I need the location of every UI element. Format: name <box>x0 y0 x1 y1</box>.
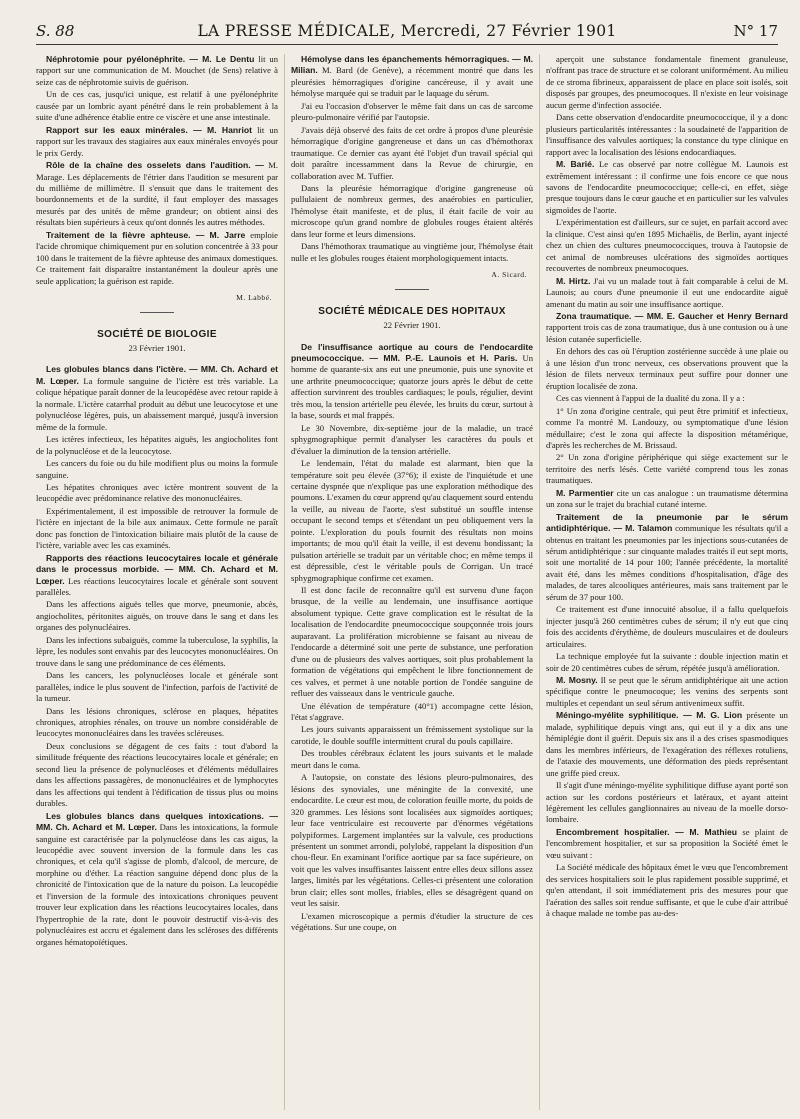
heading: M. Hirtz. <box>556 275 591 286</box>
paragraph: Deux conclusions se dégagent de ces faits : tout d'abord la similitude fréquente des réactions leucocytaires locale et générale; en second lieu la présence de polynucléoses et d'éléments médullaires dans les affections passagères, de mononucléaires et de lymphocytes dans les affections qui tendent à l'édification de tissus plus ou moins durables. <box>36 740 278 809</box>
heading: Rôle de la chaîne des osselets dans l'audition. — <box>46 160 264 171</box>
body-text: présente un malade, syphilitique depuis vingt ans, qui eut il y a dix ans une hémiplégie dont il guérit. Depuis six ans il a des crises spasmodiques dans les membres inférieurs, de l'exagération des réflexes rotuliens, de l'ataxie des mouvements, une déformation des pieds représentant une griffe pied creux. <box>546 710 788 778</box>
heading: Rapports des réactions leucocytaires locale et générale dans le processus morbide. — MM. Ch. Achard et M. Lœper. <box>36 552 278 586</box>
paragraph <box>291 342 533 422</box>
paragraph: L'expérimentation est d'ailleurs, sur ce sujet, en parfait accord avec la clinique. C'est ainsi qu'en 1895 Michaëlis, de Berlin, ayant injecté chez un chien des cultures pneumococciques, trouva à l'autopsie de cet animal de nombreuses ulcérations des sigmoïdes aortiques recouvertes de nombreux pneumocoques. <box>546 217 788 274</box>
heading: M. Mosny. <box>556 675 598 686</box>
paragraph: Le 30 Novembre, dix-septième jour de la maladie, un tracé sphygmographique permit d'analyser les caractères du pouls et d'évaluer la diminution de la tension artérielle. <box>291 422 533 456</box>
paragraph <box>36 125 278 159</box>
paragraph <box>291 54 533 100</box>
body-text: Dans les intoxications, la formule sanguine est caractérisée par la polynucléose dans les cas aigus, la leucopédie avec souvent inversion de la formule dans les cas chroniques, et cela qu'il s'agisse de plomb, d'alcool, de mercure, de morphine ou d'éther. La réaction sanguine dépend donc plus de la chronicité de l'intoxication que de la nature du poison. La leucopédie et l'inversion de la formule des intoxications chroniques peuvent trouver leur explication dans les réactions leucocytaires locales, dans l'hypertrophie de la rate, dont le pouvoir destructif vis-à-vis des polynucléaires est accru et également dans les scléroses des différents organes hématopoïétiques. <box>36 822 278 947</box>
paragraph: J'avais déjà observé des faits de cet ordre à propos d'une pleurésie hémorragique d'origine gangreneuse et dans un cas d'hémothorax traumatique. Ce dernier cas ayant été l'objet d'un travail spécial qui doit paraître incessamment dans la Revue de chirurgie, en collaboration avec M. Tuffier. <box>291 124 533 181</box>
signature: M. Labbé. <box>236 293 272 303</box>
heading: Traitement de la pneumonie par le sérum antidiphtérique. — M. Talamon <box>546 511 788 534</box>
header-rule <box>36 44 778 45</box>
paragraph <box>546 512 788 604</box>
separator <box>395 289 429 290</box>
heading: Encombrement hospitalier. — M. Mathieu <box>556 826 738 837</box>
paragraph: La technique employée fut la suivante : double injection matin et soir de 20 centimètres cubes de sérum, répétée jusqu'à amélioration. <box>546 651 788 673</box>
paragraph: A l'autopsie, on constate des lésions pleuro-pulmonaires, des lésions des synoviales, une méningite de la convexité, une endocardite. Le cœur est mou, de coloration feuille morte, du poids de 320 grammes. Les lésions sont localisées aux sigmoïdes aortiques; leur face ventriculaire est recouverte par d'énormes végétations polypiformes. Largement implantées sur la valvule, ces productions présentent un sommet arrondi, polylobé, rappelant la disposition d'un chou-fleur. En examinant l'orifice aortique par sa face supérieure, on voit que les valves insuffisantes laissent entre elles deux sillons assez larges, limités par les végétations. Celles-ci présentent une coloration brun clair; elles sont molles, friables, elles se désagrègent quand on veut les saisir. <box>291 772 533 909</box>
section-title: SOCIÉTÉ DE BIOLOGIE <box>97 328 217 340</box>
heading: Les globules blancs dans l'ictère. — MM. Ch. Achard et M. Lœper. <box>36 364 278 386</box>
paragraph: Les ictères infectieux, les hépatites aiguës, les angiocholites font de la polynucléose et de la leucocytose. <box>36 434 278 456</box>
body-text: cite un cas analogue : un traumatisme détermina un zona sur le trajet du brachial cutané interne. <box>546 487 788 510</box>
paragraph: Dans les affections aiguës telles que morve, pneumonie, abcès, angiocholites, péritonites aiguës, on trouve dans le sang et dans les organes des polynucléaires. <box>36 599 278 633</box>
separator <box>140 312 174 313</box>
paragraph: Dans la pleurésie hémorragique d'origine gangreneuse où pullulaient de nombreux germes, des anaérobies en particulier, l'hémolyse était manifeste, et de plus, il était facile de voir au microscope qu'un grand nombre de globules rouges étaient altérés dans leur forme et leurs dimensions. <box>291 182 533 239</box>
paragraph: Il s'agit d'une méningo-myélite syphilitique diffuse ayant porté son action sur les cordons postérieurs et latéraux, et ayant atteint légèrement les cellules ganglionnaires au niveau de la moelle dorso-lombaire. <box>546 780 788 825</box>
paragraph: La Société médicale des hôpitaux émet le vœu que l'encombrement des services hospitaliers soit le plus rapidement possible supprimé, et qu'en attendant, il soit immédiatement pris des mesures pour que l'aération des salles soit rendue suffisante, et que le cube d'air attribué à chaque malade ne tombe pas au-des- <box>546 862 788 919</box>
journal-title: LA PRESSE MÉDICALE, Mercredi, 27 Février 1901 <box>197 22 617 40</box>
column-1 <box>36 54 278 1110</box>
body-text: lit un rapport sur une communication de M. Mouchet (de Sens) relative à seize cas de néphrotomie suivis de guérison. <box>36 54 278 87</box>
paragraph: Une élévation de température (40°1) accompagne cette lésion, l'état s'aggrave. <box>291 700 533 723</box>
paragraph: Des troubles cérébraux éclatent les jours suivants et le malade meurt dans le coma. <box>291 748 533 770</box>
paragraph: 1° Un zona d'origine centrale, qui peut être primitif et infectieux, comme l'a montré M. Landouzy, ou symptomatique d'une lésion médullaire; c'est le zona qui affecte la disposition métamérique, d'après les recherches de M. Brissaud. <box>546 405 788 450</box>
paragraph: Les cancers du foie ou du hile modifient plus ou moins la formule sanguine. <box>36 458 278 480</box>
paragraph: Il est donc facile de reconnaître qu'il est survenu d'une façon brusque, de la veille au lendemain, une insuffisance aortique absolument typique. Cette grave complication est le résultat de la localisation de l'endocardite pneumococcique soupçonnée trois jours auparavant. La prolifération microbienne se faisant au niveau de l'endocarde a déterminé soit une perte de substance, une perforation d'une ou de plusieurs des valves aortiques, soit plus probablement la formation de végétations qui empêchent le libre fonctionnement de ces valves, et permet à une notable portion de l'ondée sanguine de refluer des vaisseaux dans le ventricule gauche. <box>291 585 533 699</box>
paragraph: Les jours suivants apparaissent un frémissement systolique sur la carotide, le double souffle intermittent crural du pouls capillaire. <box>291 724 533 746</box>
heading: M. Parmentier <box>556 487 614 498</box>
body-text: J'ai vu un malade tout à fait comparable à celui de M. Launois; au cours d'une pneumonie il eut une endocardite aiguë amenant du matin au soir une insuffisance aortique. <box>546 275 788 309</box>
heading: De l'insuffisance aortique au cours de l'endocardite pneumococcique. — MM. P.-E. Launois et H. Paris. <box>291 341 533 363</box>
signature: A. Sicard. <box>491 270 527 280</box>
body-text: Le cas observé par notre collègue M. Launois est extrêmement intéressant : il confirme une fois encore ce que nous savons de l'endocardite pneumococcique; celle-ci, en effet, siège presque toujours dans le cœur gauche et en particulier sur les valvules sigmoïdes de l'aorte. <box>546 159 788 215</box>
section-title: SOCIÉTÉ MÉDICALE DES HOPITAUX <box>318 305 506 317</box>
heading: Hémolyse dans les épanchements hémorragiques. — M. Milian. <box>291 54 533 76</box>
paragraph: Dans les cancers, les polynucléoses locale et générale sont parallèles, indice le plus souvent de l'infection, parfois de l'activité de la tumeur. <box>36 670 278 704</box>
heading: Les globules blancs dans quelques intoxications. — MM. Ch. Achard et M. Lœper. <box>36 810 278 833</box>
paragraph <box>36 54 278 88</box>
heading: Traitement de la fièvre aphteuse. — M. Jarre <box>46 229 246 240</box>
paragraph: Dans les lésions chroniques, sclérose en plaques, hépatites chroniques, atrophies rénales, on trouve un nombre considérable de leucocytes mononucléaires dans les travées scléreuses. <box>36 705 278 739</box>
paragraph: Un de ces cas, jusqu'ici unique, est relatif à une pyélonéphrite causée par un lombric ayant pénétré dans le rein probablement à la suite d'une adhérence établie entre ce viscère et une anse intestinale. <box>36 89 278 123</box>
paragraph <box>546 827 788 861</box>
paragraph: Ces cas viennent à l'appui de la dualité du zona. Il y a : <box>556 393 745 404</box>
paragraph: L'examen microscopique a permis d'étudier la structure de ces végétations. Sur une coupe, on <box>291 910 533 933</box>
heading: Méningo-myélite syphilitique. — M. G. Lion <box>556 710 743 721</box>
heading: M. Barié. <box>556 159 595 170</box>
paragraph: J'ai eu l'occasion d'observer le même fait dans un cas de sarcome pleuro-pulmonaire vérifié par l'autopsie. <box>291 100 533 123</box>
paragraph: Le lendemain, l'état du malade est alarmant, bien que la température soit peu élevée (37°6); il existe de l'inquiétude et une certaine dyspnée que n'explique pas une exploration méthodique des poumons. L'examen du cœur apprend qu'au claquement sourd entendu la veille, au niveau de l'aorte, s'est substitué un souffle intense occupant le second temps et s'étendant un peu obliquement vers la pointe. L'exploration du pouls fournit des résultats non moins importants; de mou qu'il était la veille, il est devenu bondissant; la pulsation artérielle se traduit par un véritable choc; en même temps il est dépressible, c'est le véritable pouls de Corrigan. Un tracé sphygmographique confirme cet examen. <box>291 458 533 583</box>
body-text: Un homme de quarante-six ans eut une pneumonie, puis une synovite et une arthrite pneumococcique; quatorze jours après le début de cette affection survinrent des troubles cardiaques; le pouls, régulier, devint très mou, la tension artérielle peu élevée, les bruits du cœur, surtout à la base, sourds et mal frappés. <box>291 352 533 421</box>
column-divider <box>284 54 285 1110</box>
paragraph: 2° Un zona d'origine périphérique qui siège exactement sur le territoire des nerfs lésés. Cette variété comprend tous les zonas traumatiques. <box>546 452 788 486</box>
paragraph <box>546 159 788 216</box>
paragraph <box>36 553 278 599</box>
paragraph <box>546 710 788 779</box>
body-text: communique les résultats qu'il a obtenus en traitant les pneumonies par les injections sous-cutanées de sérum antidiphtérique : sur cinquante malades traités il eut sept morts, soit une mortalité de 14 pour 100; l'année précédente, la mortalité avait été, dans les mêmes conditions d'hospitalisation, d'âge des malades, de tares alcooliques antérieures, mais sans traitement par le sérum de 37 pour 100. <box>546 523 788 602</box>
paragraph <box>36 230 278 287</box>
paragraph <box>36 811 278 948</box>
column-2 <box>291 54 533 1110</box>
paragraph: Ce traitement est d'une innocuité absolue, il a fallu quelquefois injecter jusqu'à 260 centimètres cubes de sérum; il n'y eut que cinq fois des accidents d'érythème, de douleurs musculaires et de douleurs articulaires. <box>546 604 788 649</box>
issue-number: N° 17 <box>733 22 778 40</box>
section-date: 23 Février 1901. <box>128 342 186 353</box>
paragraph: aperçoit une substance fondamentale finement granuleuse, n'offrant pas trace de structure et se colorant uniformément. Au milieu de ce stroma fibrineux, apparaissent de place en place soit isolés, soit disposés par groupes, des pneumocoques. Il n'existe en leur voisinage aucun germe d'infection associée. <box>546 54 788 110</box>
heading: Néphrotomie pour pyélonéphrite. — M. Le Dentu <box>46 54 255 64</box>
body-text: Il se peut que le sérum antidiphtérique ait une action spécifique contre le pneumocoque; les venins des serpents sont multiples et cependant un seul sérum antivenimeux suffit. <box>546 675 788 708</box>
body-text: lit un rapport sur les travaux des stagiaires aux eaux minérales envoyés pour le prix Gerdy. <box>36 124 278 158</box>
paragraph: Expérimentalement, il est impossible de retrouver la formule de l'ictère en injectant de la bile aux animaux. Cette formule ne paraît donc pas fonction de l'intoxication biliaire mais plutôt de la cause de l'ictère, variable avec les cas examinés. <box>36 505 278 551</box>
heading: Rapport sur les eaux minérales. — M. Hanriot <box>46 124 253 135</box>
paragraph <box>36 364 278 433</box>
paragraph <box>36 160 278 229</box>
page-header <box>36 22 778 40</box>
body-text: M. Bard (de Genève), a récemment montré que dans les pleurésies hémorragiques d'origine cancéreuse, il y avait une hémolyse marquée qui se traduit par le laquage du sérum. <box>291 65 533 99</box>
column-3 <box>546 54 788 1110</box>
body-text: La formule sanguine de l'ictère est très variable. La colique hépatique paraît donner de la leucopédèse avec retour rapide à la normale. L'ictère catarrhal produit au début une leucocytose et une polynucléose légères, puis, un abaissement marqué, jusqu'à inversion même de la formule. <box>36 375 278 432</box>
paragraph: En dehors des cas où l'éruption zostérienne succède à une plaie ou à une lésion d'un tronc nerveux, ces observations prouvent que la lésion de filets nerveux terminaux peut suffire pour donner une éruption localisée de zona. <box>546 346 788 391</box>
paragraph: Dans les infections subaiguës, comme la tuberculose, la syphilis, la lèpre, les nodules sont envahis par des leucocytes mononucléaires. On trouve dans le sang une prédominance de ces éléments. <box>36 634 278 668</box>
paragraph: Dans cette observation d'endocardite pneumococcique, il y a donc plusieurs particularités intéressantes : la soudaineté de l'apparition de l'insuffisance des valvules aortiques; la constance du type clinique en rapport avec la localisation des lésions endocardiaques. <box>546 112 788 157</box>
heading: Zona traumatique. — MM. E. Gaucher et Henry Bernard <box>556 310 788 321</box>
paragraph: Les hépatites chroniques avec ictère montrent souvent de la leucopédie avec prédominance relative des mononucléaires. <box>36 481 278 504</box>
body-text: se plaint de l'encombrement hospitalier, et sur sa proposition la Société émet le vœu suivant : <box>546 826 788 860</box>
section-date: 22 Février 1901. <box>383 320 441 331</box>
body-text: Les réactions leucocytaires locale et générale sont souvent parallèles. <box>36 575 278 598</box>
page-number: S. 88 <box>36 22 75 40</box>
paragraph <box>546 488 788 511</box>
paragraph: Dans l'hémothorax traumatique au vingtième jour, l'hémolyse était nulle et les globules rouges étaient morphologiquement intacts. <box>291 241 533 263</box>
column-divider <box>539 54 540 1110</box>
body-text: M. Marage. Les déplacements de l'étrier dans l'audition se mesurent par du millième de millimètre. Il s'ensuit que dans le traitement des bourdonnements et de la surdité, il faut employer des massages mesurés par des unités de même grandeur; on obtient ainsi des résultats bien supérieurs à ceux qu'ont donnés les autres méthodes. <box>36 160 278 228</box>
paragraph <box>546 675 788 709</box>
paragraph <box>546 311 788 345</box>
body-text: rapportent trois cas de zona traumatique, dus à une contusion ou à une lésion cutanée superficielle. <box>546 322 788 344</box>
paragraph <box>546 276 788 310</box>
body-text: emploie l'acide chromique chimiquement pur en solution concentrée à 33 pour 100 dans le traitement de la fièvre aphteuse des animaux domestiques. Ce traitement fait disparaître instantanément la douleur après une seule application; la guérison est rapide. <box>36 229 278 286</box>
